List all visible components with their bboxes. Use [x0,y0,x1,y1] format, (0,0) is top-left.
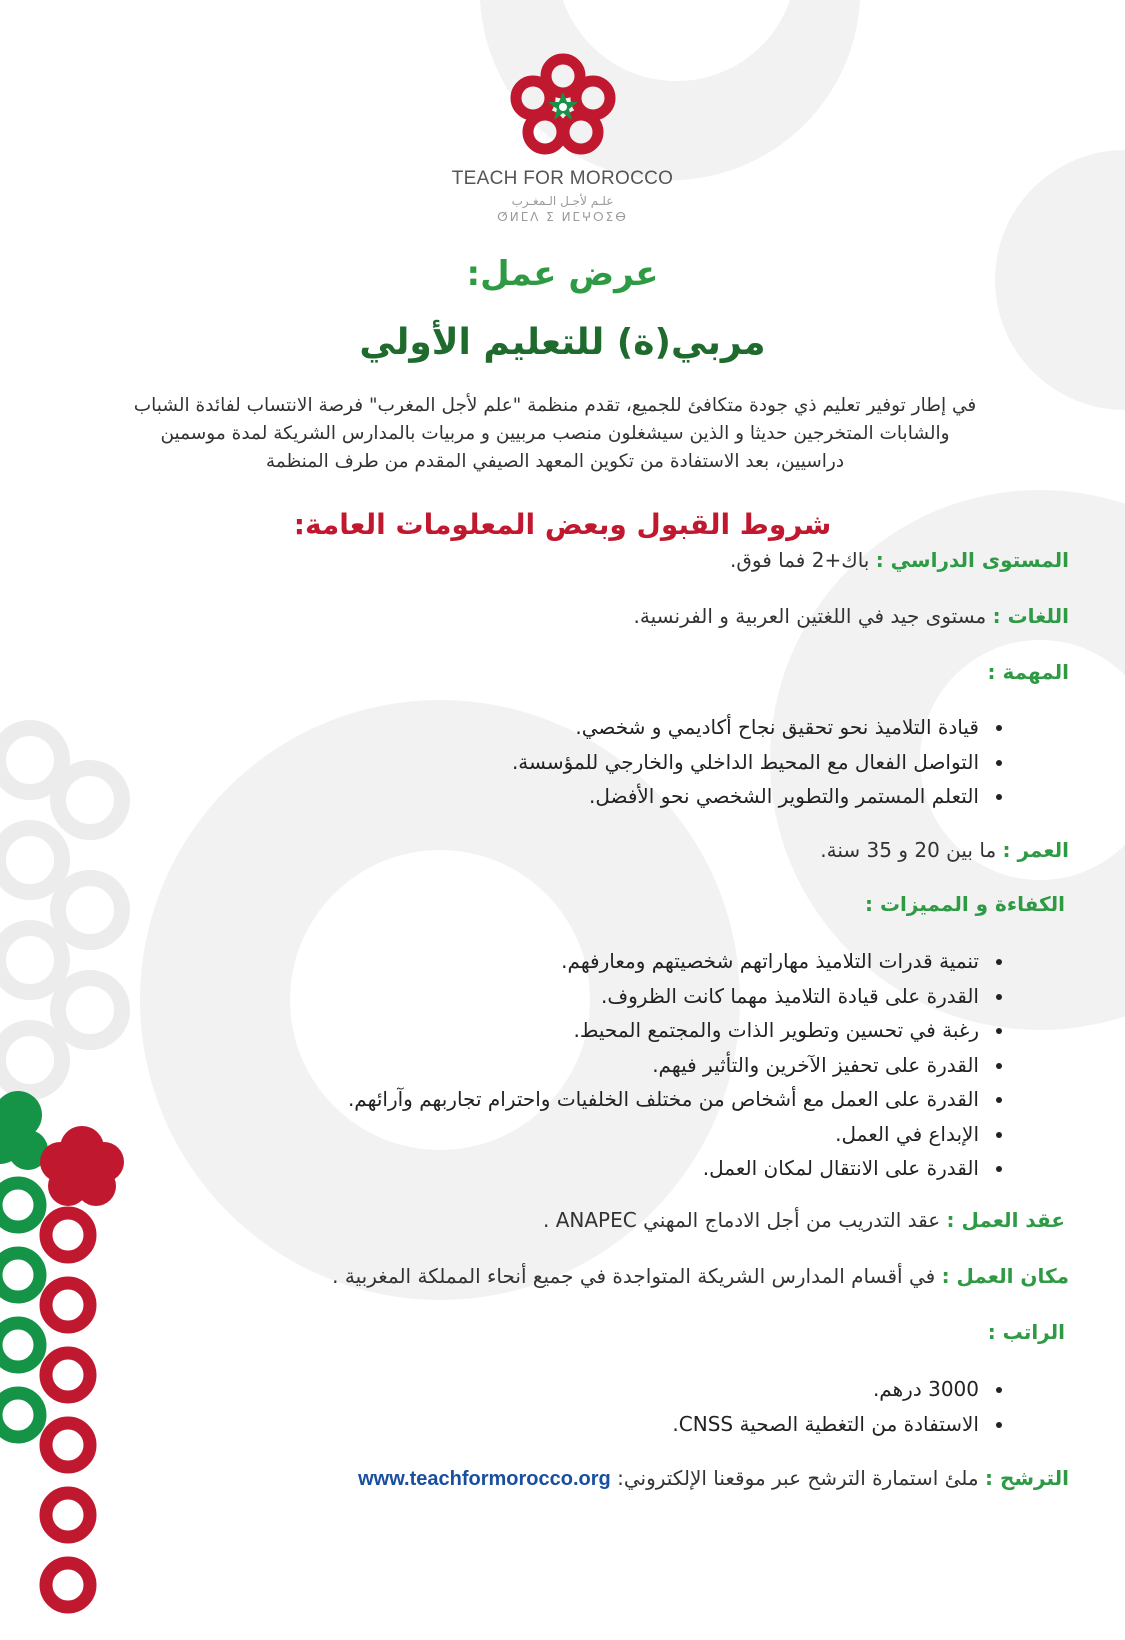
education-row [169,548,1069,572]
offer-title: عرض عمل: [466,254,659,294]
brand-name-tifinagh: ⵚⵍⵎⴷ ⵉ ⵍⵎⵖⵔⵉⴱ [497,210,628,224]
list-item: • تنمية قدرات التلاميذ مهاراتهم شخصيتهم ومعارفهم. [103,944,983,979]
list-item: • التعلم المستمر والتطوير الشخصي نحو الأفضل. [103,779,983,814]
intro-paragraph [60,392,1050,476]
contract-label: عقد العمل : [946,1208,1065,1232]
brand-name: TEACH FOR MOROCCO [451,168,674,189]
list-item: • قيادة التلاميذ نحو تحقيق نجاح أكاديمي و شخصي. [103,710,983,745]
list-item: • 3000 درهم. [103,1372,983,1407]
apply-text: ملئ استمارة الترشح عبر موقعنا الإلكتروني: [610,1466,985,1490]
list-item: • رغبة في تحسين وتطوير الذات والمجتمع المحيط. [103,1013,983,1048]
education-label: المستوى الدراسي : [875,548,1069,572]
workplace-label: مكان العمل : [941,1264,1069,1288]
age-label: العمر : [1002,838,1069,862]
skills-list [103,944,1005,1186]
intro-line: في إطار توفير تعليم ذي جودة متكافئ للجميع، تقدم منظمة "علم لأجل المغرب" فرصة الانتساب لفائدة الشباب [133,395,977,416]
list-item: • القدرة على قيادة التلاميذ مهما كانت الظروف. [103,979,983,1014]
logo [0,52,1125,224]
intro-line: دراسيين، بعد الاستفادة من تكوين المعهد الصيفي المقدم من طرف المنظمة [265,451,845,472]
brand-name-arabic: علـم لأجـل الـمغـرب [511,194,614,208]
age-value: ما بين 20 و 35 سنة. [820,838,1003,862]
list-item: • الإبداع في العمل. [103,1117,983,1152]
list-item: • الاستفادة من التغطية الصحية CNSS. [103,1407,983,1442]
apply-label: الترشح : [984,1466,1069,1490]
workplace-value: في أقسام المدارس الشريكة المتواجدة في جميع أنحاء المملكة المغربية . [332,1264,942,1288]
languages-value: مستوى جيد في اللغتين العربية و الفرنسية. [633,604,993,628]
list-item: • القدرة على العمل مع أشخاص من مختلف الخلفيات واحترام تجاربهم وآرائهم. [103,1082,983,1117]
intro-line: والشابات المتخرجين حديثا و الذين سيشغلون منصب مربيين و مربيات بالمدارس الشريكة لمدة موسمين [160,423,950,444]
flower-logo-icon [508,52,618,162]
skills-label: الكفاءة و المميزات : [865,892,1065,916]
website-link[interactable]: www.teachformorocco.org [358,1468,611,1490]
mission-list [103,710,1005,814]
workplace-row [119,1264,1069,1288]
mission-label: المهمة : [987,660,1069,684]
skills-heading [165,892,1065,916]
age-row [169,838,1069,862]
list-item: • التواصل الفعال مع المحيط الداخلي والخارجي للمؤسسة. [103,745,983,780]
salary-list [103,1372,1005,1441]
position-title: مربي(ة) للتعليم الأولي [359,322,766,363]
salary-heading [165,1320,1065,1344]
list-item: • القدرة على الانتقال لمكان العمل. [103,1151,983,1186]
languages-row [169,604,1069,628]
apply-row [119,1466,1069,1491]
salary-label: الراتب : [987,1320,1065,1344]
contract-value: عقد التدريب من أجل الادماج المهني ANAPEC . [543,1208,947,1232]
contract-row [165,1208,1065,1232]
mission-heading [169,660,1069,684]
languages-label: اللغات : [992,604,1069,628]
education-value: باك+2 فما فوق. [730,548,876,572]
section-title: شروط القبول وبعض المعلومات العامة: [293,508,832,541]
list-item: • القدرة على تحفيز الآخرين والتأثير فيهم. [103,1048,983,1083]
